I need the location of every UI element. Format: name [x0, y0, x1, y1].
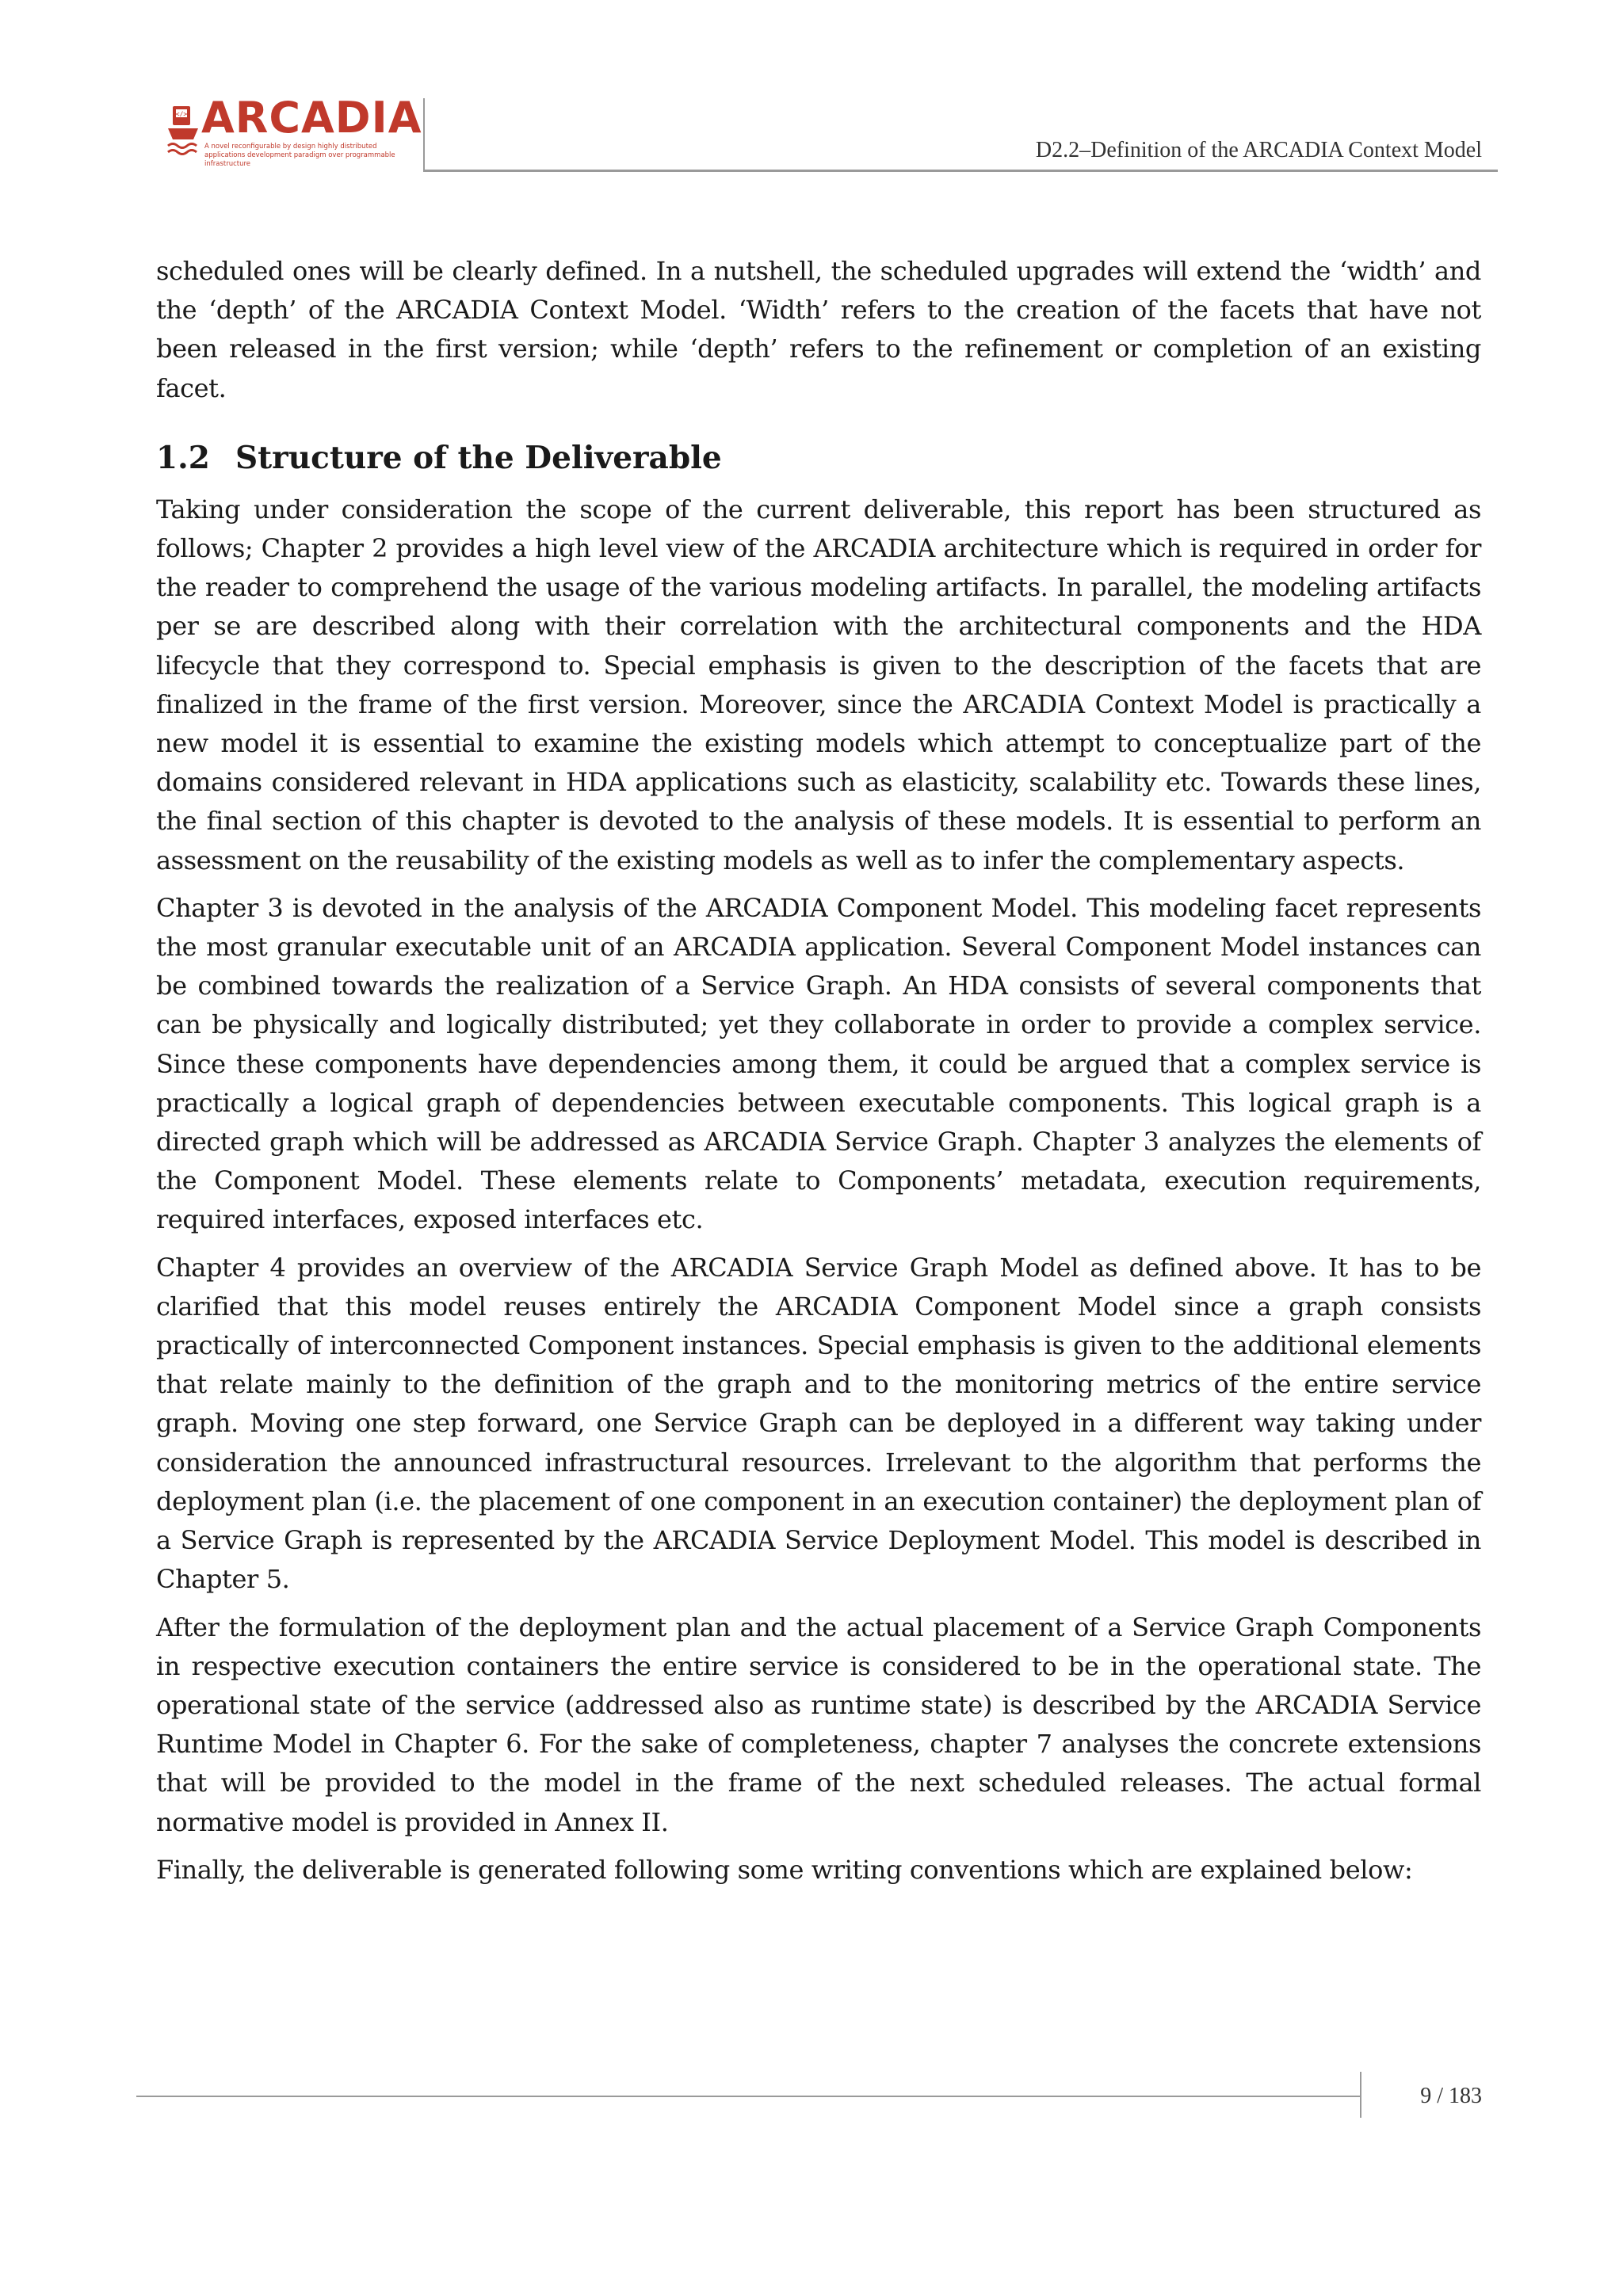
intro-paragraph: scheduled ones will be clearly defined. In a nutshell, the scheduled upgrades will extend the ‘width’ and the ‘depth’ of the ARCADIA Context Model. ‘Width’ refers to the creation of the facets that have not been released in the first version; while ‘depth’ refers to the refinement or completion of an existing facet. — [156, 256, 1481, 403]
logo-wordmark: ARCADIA — [201, 93, 422, 143]
document-title: D2.2–Definition of the ARCADIA Context Model — [1035, 138, 1482, 162]
header-vertical-divider — [423, 98, 425, 171]
paragraph-runtime-model: After the formulation of the deployment plan and the actual placement of a Service Graph Components in respective execution containers the entire service is considered to be in the operational state. The operational state of the service (addressed also as runtime state) is described by the ARCADIA Service Runtime Model in Chapter 6. For the sake of completeness, chapter 7 analyses the concrete extensions that will be provided to the model in the frame of the next scheduled releases. The actual formal normative model is provided in Annex II. — [156, 1611, 1481, 1837]
paragraph-conventions: Finally, the deliverable is generated following some writing conventions which are explained below: — [156, 1854, 1413, 1885]
section-title: Structure of the Deliverable — [235, 439, 722, 476]
footer-rule — [136, 2096, 1361, 2097]
section-number: 1.2 — [156, 439, 210, 476]
footer-vertical-divider — [1360, 2072, 1361, 2118]
svg-text:</>: </> — [175, 110, 188, 118]
paragraph-chapter-4: Chapter 4 provides an overview of the ARCADIA Service Graph Model as defined above. It has to be clarified that this model reuses entirely the ARCADIA Component Model since a graph consists practically of interconnected Component instances. Special emphasis is given to the additional elements that relate mainly to the definition of the graph and to the monitoring metrics of the entire service graph. Moving one step forward, one Service Graph can be deployed in a different way taking under consideration the announced infrastructural resources. Irrelevant to the algorithm that performs the deployment plan (i.e. the placement of one component in an execution container) the deployment plan of a Service Graph is represented by the ARCADIA Service Deployment Model. This model is described in Chapter 5. — [156, 1252, 1481, 1595]
paragraph-chapter-3: Chapter 3 is devoted in the analysis of the ARCADIA Component Model. This modeling facet represents the most granular executable unit of an ARCADIA application. Several Component Model instances can be combined towards the realization of a Service Graph. An HDA consists of several components that can be physically and logically distributed; yet they collaborate in order to provide a complex service. Since these components have dependencies among them, it could be argued that a complex service is practically a logical graph of dependencies between executable components. This logical graph is a directed graph which will be addressed as ARCADIA Service Graph. Chapter 3 analyzes the elements of the Component Model. These elements relate to Components’ metadata, execution requirements, required interfaces, exposed interfaces etc. — [156, 892, 1481, 1235]
logo-tagline: A novel reconfigurable by design highly distributed applications development paradigm over programmable infrastructure — [204, 143, 395, 168]
page-body — [156, 252, 1481, 1898]
header-horizontal-rule — [423, 170, 1498, 172]
page-number: 9 / 183 — [1420, 2084, 1482, 2108]
paragraph-structure-overview: Taking under consideration the scope of the current deliverable, this report has been structured as follows; Chapter 2 provides a high level view of the ARCADIA architecture which is required in order for the reader to comprehend the usage of the various modeling artifacts. In parallel, the modeling artifacts per se are described along with their correlation with the architectural components and the HDA lifecycle that they correspond to. Special emphasis is given to the description of the facets that are finalized in the frame of the first version. Moreover, since the ARCADIA Context Model is practically a new model it is essential to examine the existing models which attempt to conceptualize part of the domains considered relevant in HDA applications such as elasticity, scalability etc. Towards these lines, the final section of this chapter is devoted to the analysis of these models. It is essential to perform an assessment on the reusability of the existing models as well as to infer the complementary aspects. — [156, 494, 1481, 875]
page-header — [0, 0, 1623, 182]
ship-icon — [166, 105, 201, 162]
arcadia-logo — [166, 93, 422, 168]
section-heading — [156, 437, 1481, 479]
